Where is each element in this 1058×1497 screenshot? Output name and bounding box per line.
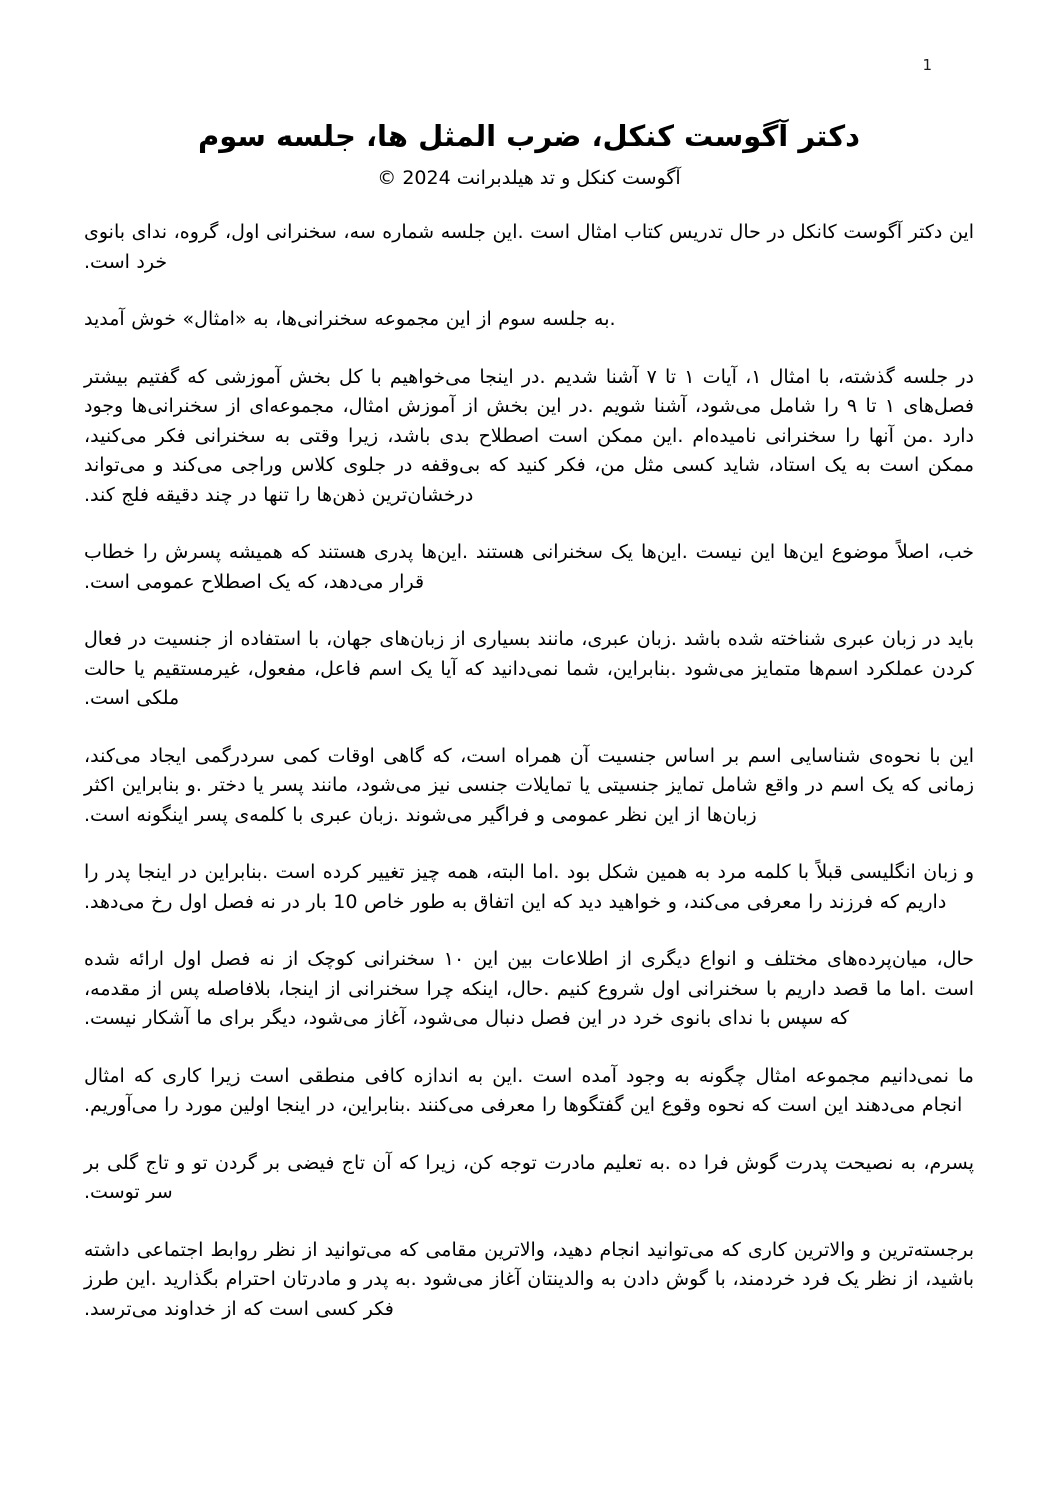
paragraph-interludes: حال، میان‌پرده‌های مختلف و انواع دیگری از اطلاعات بین این ۱۰ سخنرانی کوچک از نه فصل اول ارائه شده است .اما ما قصد داریم با سخنرانی اول شروع کنیم .حال، اینکه چرا سخنرانی از اینجا، بلافاصله پس از مقدمه، که سپس با ندای بانوی خرد در این فصل دنبال می‌شود، آغاز می‌شود، دیگر برای ما آشکار نیست. (84, 948, 974, 1029)
page-number: 1 (922, 56, 932, 74)
paragraph-quote-verse: پسرم، به نصیحت پدرت گوش فرا ده .به تعلیم مادرت توجه کن، زیرا که آن تاج فیضی بر گردن تو و تاج گلی بر سر توست. (84, 1151, 974, 1203)
paragraph-welcome: .به جلسه سوم از این مجموعه سخنرانی‌ها، به «امثال» خوش آمدید (84, 308, 616, 330)
paragraph-review: در جلسه گذشته، با امثال ۱، آیات ۱ تا ۷ آشنا شدیم .در اینجا می‌خواهیم با کل بخش آموزشی که گفتیم بیشتر فصل‌های ۱ تا ۹ را شامل می‌شود، آشنا شویم .در این بخش از آموزش امثال، مجموعه‌ای از سخنرانی‌ها وجود دارد .من آنها را سخنرانی نامیده‌ام .این ممکن است اصطلاح بدی باشد، زیرا وقتی به سخنرانی فکر می‌کنید، ممکن است به یک استاد، شاید کسی مثل من، فکر کنید که بی‌وقفه در جلوی کلاس وراجی می‌کند و می‌تواند درخشان‌ترین ذهن‌ها را تنها در چند دقیقه فلج کند. (84, 365, 975, 506)
paragraph-lectures: خب، اصلاً موضوع این‌ها این نیست .این‌ها یک سخنرانی هستند .این‌ها پدری هستند که همیشه پسرش را خطاب قرار می‌دهد، که یک اصطلاح عمومی است. (84, 541, 974, 593)
paragraph-english-man: و زبان انگلیسی قبلاً با کلمه مرد به همین شکل بود .اما البته، همه چیز تغییر کرده است .بنابراین در اینجا پدر را داریم که فرزند را معرفی می‌کند، و خواهید دید که این اتفاق به طور خاص 10 بار در نه فصل اول رخ می‌دهد. (84, 861, 974, 913)
copyright-line: آگوست کنکل و تد هیلدبرانت 2024 © (377, 167, 681, 189)
paragraph-gender: این با نحوه‌ی شناسایی اسم بر اساس جنسیت آن همراه است، که گاهی اوقات کمی سردرگمی ایجاد می‌کند، زمانی که یک اسم در واقع شامل تمایز جنسیتی یا تمایلات جنسی نیز می‌شود، مانند پسر یا دختر .و بنابراین اکثر زبان‌ها از این نظر عمومی و فراگیر می‌شوند .زبان عبری با کلمه‌ی پسر اینگونه است. (84, 744, 974, 826)
paragraph-hebrew: باید در زبان عبری شناخته شده باشد .زبان عبری، مانند بسیاری از زبان‌های جهان، با استفاده از جنسیت در فعال کردن عملکرد اسم‌ها متمایز می‌شود .بنابراین، شما نمی‌دانید که آیا یک اسم فاعل، مفعول، غیرمستقیم یا حالت ملکی است. (84, 628, 974, 709)
document-title: دکتر آگوست کنکل، ضرب المثل ها، جلسه سوم (198, 119, 860, 153)
paragraph-intro: این دکتر آگوست کانکل در حال تدریس کتاب امثال است .این جلسه شماره سه، سخنرانی اول، گروه، ندای بانوی خرد است. (84, 221, 974, 273)
paragraph-collection: ما نمی‌دانیم مجموعه امثال چگونه به وجود آمده است .این به اندازه کافی منطقی است زیرا کاری که امثال انجام می‌دهند این است که نحوه وقوع این گفتگوها را معرفی می‌کنند .بنابراین، در اینجا اولین مورد را می‌آوریم. (84, 1064, 974, 1116)
paragraph-honor-parents: برجسته‌ترین و والاترین کاری که می‌توانید انجام دهید، والاترین مقامی که می‌توانید از نظر روابط اجتماعی داشته باشید، از نظر یک فرد خردمند، با گوش دادن به والدینتان آغاز می‌شود .به پدر و مادرتان احترام بگذارید .این طرز فکر کسی است که از خداوند می‌ترسد. (84, 1238, 974, 1320)
